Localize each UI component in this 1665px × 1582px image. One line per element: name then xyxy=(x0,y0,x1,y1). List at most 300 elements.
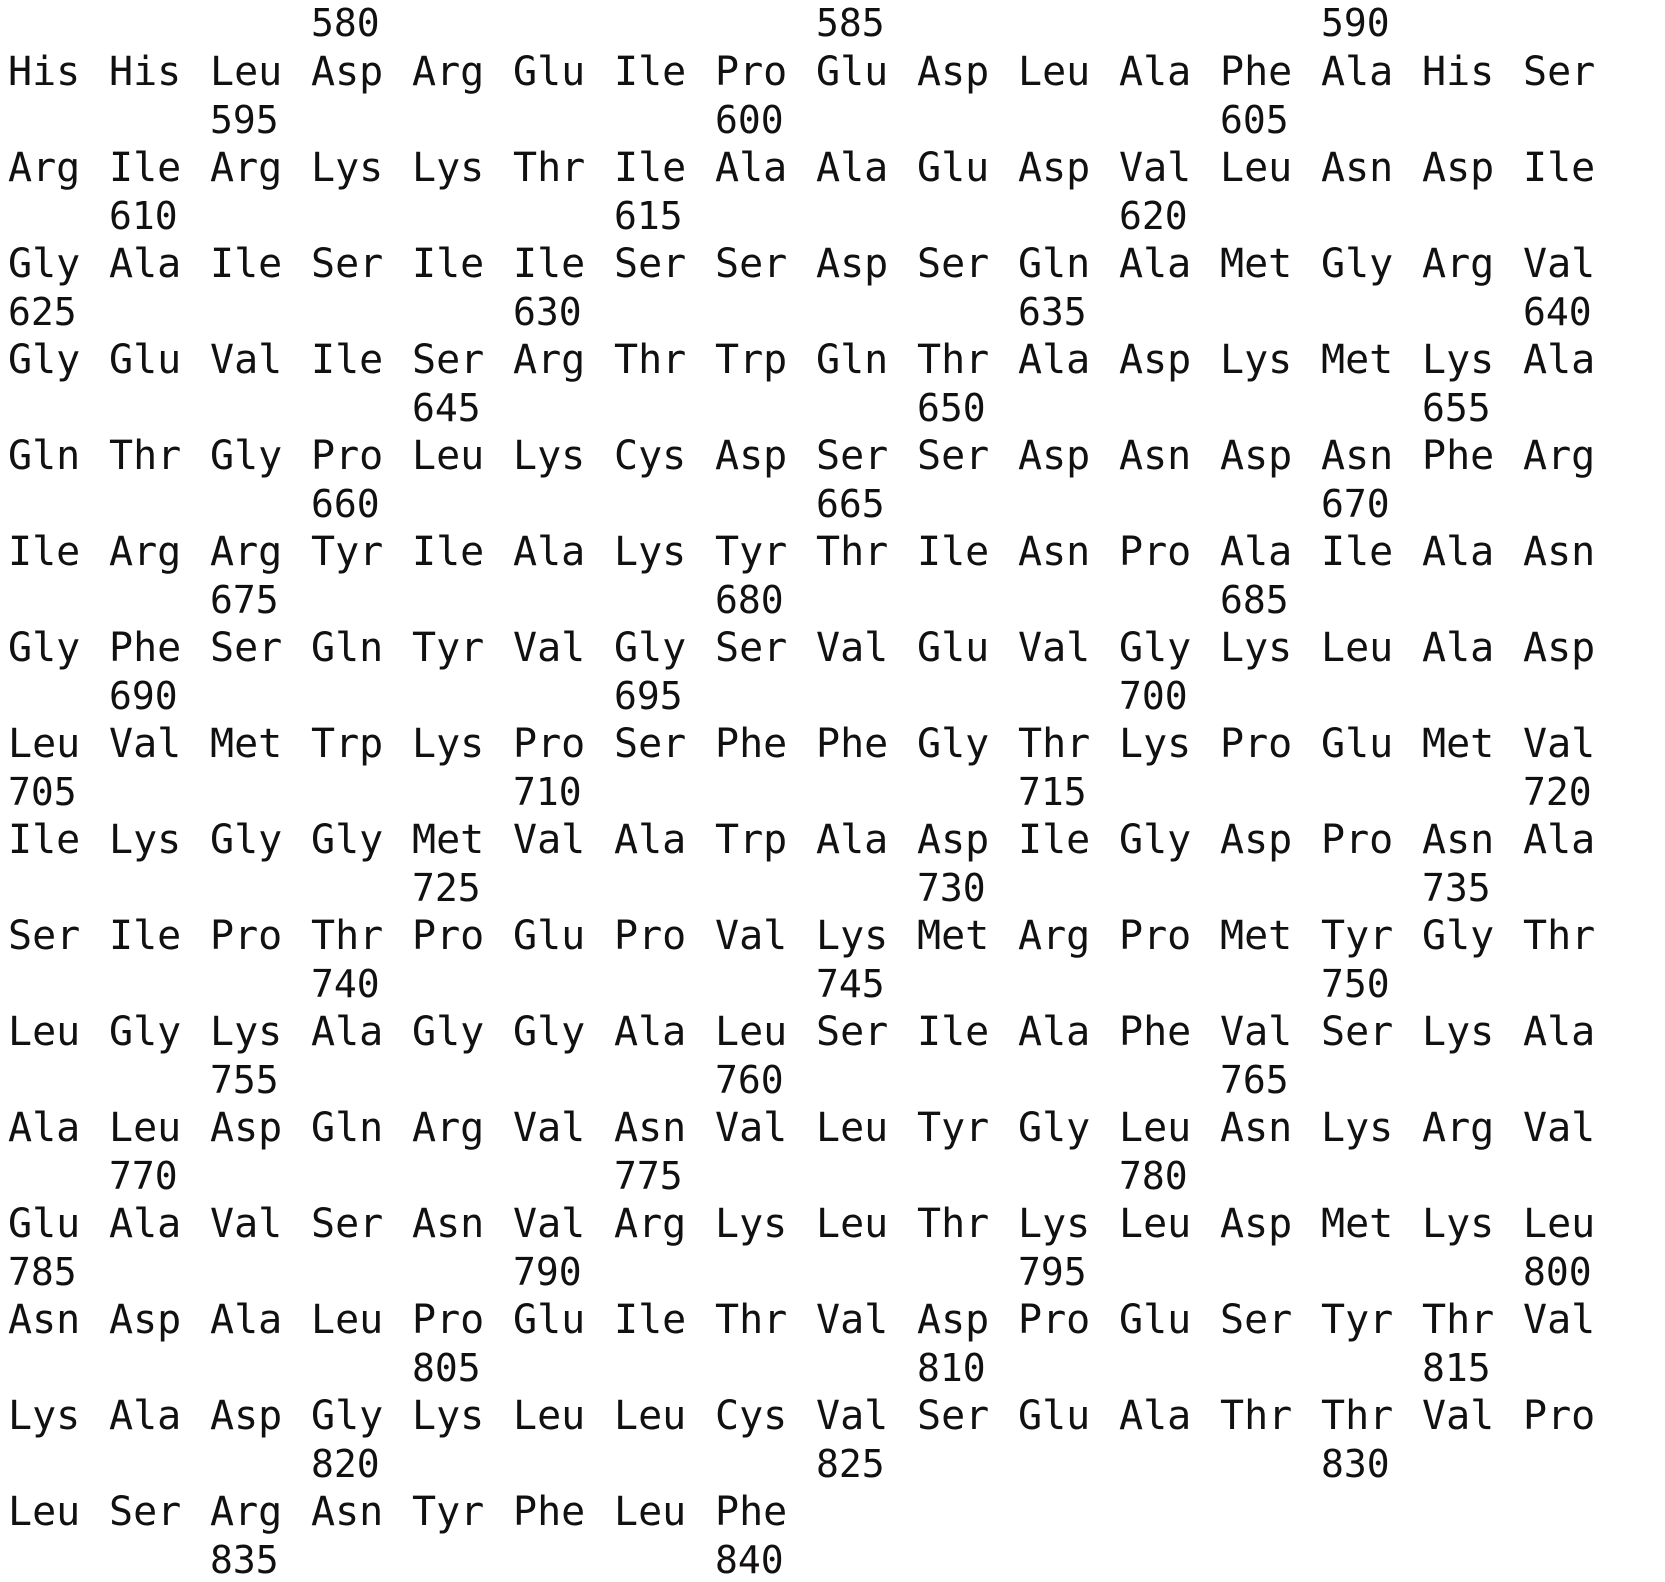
residue-code: Lys xyxy=(412,721,485,767)
residue-code: Asp xyxy=(311,49,384,95)
residue-code: Asn xyxy=(1523,529,1596,575)
residue-code: Ser xyxy=(8,913,81,959)
residue-code: Met xyxy=(1321,337,1394,383)
residue-code: Val xyxy=(1018,625,1091,671)
residue-code: Leu xyxy=(1119,1105,1192,1151)
residue-code: Leu xyxy=(816,1105,889,1151)
residue-code: Ala xyxy=(210,1297,283,1343)
residue-code: Asn xyxy=(1119,433,1192,479)
residue-code: Phe xyxy=(715,721,788,767)
residue-code: Lys xyxy=(715,1201,788,1247)
residue-code: Val xyxy=(210,1201,283,1247)
residue-code: Asp xyxy=(715,433,788,479)
residue-row xyxy=(0,814,1665,866)
residue-number-row xyxy=(0,578,1665,622)
residue-position-number: 765 xyxy=(1220,1058,1289,1102)
residue-code: Leu xyxy=(8,1009,81,1055)
residue-code: Ala xyxy=(715,145,788,191)
residue-code: Tyr xyxy=(412,625,485,671)
residue-code: Gln xyxy=(311,625,384,671)
residue-code: Gln xyxy=(816,337,889,383)
residue-code: Arg xyxy=(1422,241,1495,287)
residue-code: Met xyxy=(1422,721,1495,767)
residue-code: Asn xyxy=(8,1297,81,1343)
residue-code: Ala xyxy=(1018,1009,1091,1055)
residue-code: Asn xyxy=(1220,1105,1293,1151)
residue-code: Glu xyxy=(109,337,182,383)
residue-code: Lys xyxy=(614,529,687,575)
residue-position-number: 685 xyxy=(1220,578,1289,622)
residue-position-number: 785 xyxy=(8,1250,77,1294)
residue-code: Asp xyxy=(917,49,990,95)
residue-code: Val xyxy=(816,625,889,671)
residue-position-number: 805 xyxy=(412,1346,481,1390)
residue-code: Val xyxy=(210,337,283,383)
residue-code: Ala xyxy=(816,145,889,191)
residue-code: Gly xyxy=(109,1009,182,1055)
residue-code: Ser xyxy=(614,241,687,287)
residue-position-number: 825 xyxy=(816,1442,885,1486)
residue-code: Ile xyxy=(311,337,384,383)
residue-row xyxy=(0,1198,1665,1250)
residue-position-number: 610 xyxy=(109,194,178,238)
residue-code: Val xyxy=(109,721,182,767)
residue-row xyxy=(0,1294,1665,1346)
residue-code: Met xyxy=(917,913,990,959)
residue-code: Lys xyxy=(412,145,485,191)
residue-code: Asn xyxy=(1018,529,1091,575)
residue-code: Pro xyxy=(715,49,788,95)
residue-position-number: 650 xyxy=(917,386,986,430)
residue-code: Gly xyxy=(8,625,81,671)
residue-code: Leu xyxy=(210,49,283,95)
residue-code: Thr xyxy=(1321,1393,1394,1439)
residue-code: Val xyxy=(1523,721,1596,767)
residue-code: Pro xyxy=(1018,1297,1091,1343)
residue-code: Leu xyxy=(614,1393,687,1439)
residue-code: Phe xyxy=(816,721,889,767)
residue-code: Pro xyxy=(1220,721,1293,767)
residue-code: Thr xyxy=(1422,1297,1495,1343)
residue-code: Gly xyxy=(614,625,687,671)
residue-code: Val xyxy=(816,1297,889,1343)
residue-code: Lys xyxy=(1220,337,1293,383)
residue-row xyxy=(0,334,1665,386)
residue-code: Phe xyxy=(715,1489,788,1535)
residue-code: Leu xyxy=(614,1489,687,1535)
residue-code: Ile xyxy=(109,145,182,191)
residue-code: Leu xyxy=(1119,1201,1192,1247)
residue-code: Phe xyxy=(1220,49,1293,95)
residue-code: Gly xyxy=(1018,1105,1091,1151)
residue-code: Trp xyxy=(715,337,788,383)
residue-code: Leu xyxy=(715,1009,788,1055)
residue-code: Ala xyxy=(1018,337,1091,383)
residue-code: Arg xyxy=(1523,433,1596,479)
residue-code: Asp xyxy=(1018,145,1091,191)
residue-code: Ile xyxy=(412,529,485,575)
residue-code: Ala xyxy=(311,1009,384,1055)
residue-row xyxy=(0,1102,1665,1154)
residue-code: Asp xyxy=(917,1297,990,1343)
residue-code: Ala xyxy=(1119,1393,1192,1439)
residue-code: Leu xyxy=(8,1489,81,1535)
residue-code: Tyr xyxy=(917,1105,990,1151)
residue-code: Gly xyxy=(210,817,283,863)
residue-code: Gly xyxy=(513,1009,586,1055)
residue-code: Gly xyxy=(1422,913,1495,959)
residue-position-number: 740 xyxy=(311,962,380,1006)
residue-rows-container xyxy=(0,46,1665,1582)
residue-code: Val xyxy=(513,1105,586,1151)
residue-code: Pro xyxy=(1523,1393,1596,1439)
residue-code: Lys xyxy=(1422,337,1495,383)
residue-code: Asp xyxy=(816,241,889,287)
residue-code: Val xyxy=(715,913,788,959)
residue-code: Asp xyxy=(1220,817,1293,863)
residue-row xyxy=(0,1486,1665,1538)
residue-code: Val xyxy=(1220,1009,1293,1055)
residue-code: Leu xyxy=(1321,625,1394,671)
residue-code: Gly xyxy=(311,1393,384,1439)
residue-code: Lys xyxy=(412,1393,485,1439)
residue-row xyxy=(0,142,1665,194)
residue-code: Val xyxy=(1523,1297,1596,1343)
residue-code: Leu xyxy=(109,1105,182,1151)
residue-code: Asp xyxy=(917,817,990,863)
residue-code: Ser xyxy=(109,1489,182,1535)
residue-code: Thr xyxy=(311,913,384,959)
residue-code: Ile xyxy=(210,241,283,287)
residue-code: Asp xyxy=(1119,337,1192,383)
residue-code: Arg xyxy=(1422,1105,1495,1151)
residue-code: Val xyxy=(1422,1393,1495,1439)
residue-code: Leu xyxy=(311,1297,384,1343)
residue-code: Asp xyxy=(1018,433,1091,479)
residue-code: Cys xyxy=(614,433,687,479)
residue-position-number: 730 xyxy=(917,866,986,910)
residue-number-row xyxy=(0,194,1665,238)
residue-code: Lys xyxy=(1422,1201,1495,1247)
residue-position-number: 820 xyxy=(311,1442,380,1486)
residue-position-number: 665 xyxy=(816,482,885,526)
residue-code: His xyxy=(8,49,81,95)
residue-code: Glu xyxy=(8,1201,81,1247)
residue-code: Tyr xyxy=(715,529,788,575)
residue-code: Ser xyxy=(917,241,990,287)
residue-row xyxy=(0,718,1665,770)
residue-code: Ser xyxy=(412,337,485,383)
residue-code: Ile xyxy=(1321,529,1394,575)
residue-code: Leu xyxy=(1220,145,1293,191)
residue-number-row xyxy=(0,866,1665,910)
residue-code: Ile xyxy=(1523,145,1596,191)
residue-position-number: 580 xyxy=(311,1,380,45)
residue-code: Thr xyxy=(917,1201,990,1247)
residue-position-number: 790 xyxy=(513,1250,582,1294)
residue-row xyxy=(0,1390,1665,1442)
residue-code: Thr xyxy=(1018,721,1091,767)
residue-code: Arg xyxy=(210,1489,283,1535)
residue-code: Gly xyxy=(8,337,81,383)
residue-code: Lys xyxy=(8,1393,81,1439)
residue-code: Asp xyxy=(1523,625,1596,671)
residue-number-row xyxy=(0,962,1665,1006)
residue-code: Ser xyxy=(614,721,687,767)
residue-code: Val xyxy=(513,625,586,671)
residue-position-number: 720 xyxy=(1523,770,1592,814)
residue-code: Arg xyxy=(513,337,586,383)
residue-position-number: 585 xyxy=(816,1,885,45)
residue-code: Asn xyxy=(412,1201,485,1247)
residue-code: Ser xyxy=(917,1393,990,1439)
residue-code: Ile xyxy=(109,913,182,959)
residue-code: Leu xyxy=(412,433,485,479)
residue-code: Thr xyxy=(816,529,889,575)
residue-code: Arg xyxy=(412,1105,485,1151)
residue-code: Ala xyxy=(109,241,182,287)
residue-code: Asp xyxy=(1220,1201,1293,1247)
residue-position-number: 780 xyxy=(1119,1154,1188,1198)
residue-code: Ala xyxy=(513,529,586,575)
residue-number-row xyxy=(0,98,1665,142)
residue-position-number: 615 xyxy=(614,194,683,238)
residue-position-number: 715 xyxy=(1018,770,1087,814)
residue-code: Ile xyxy=(513,241,586,287)
residue-code: Val xyxy=(1523,1105,1596,1151)
residue-code: Ser xyxy=(311,1201,384,1247)
residue-number-row xyxy=(0,482,1665,526)
residue-code: Ala xyxy=(1523,817,1596,863)
residue-position-number: 700 xyxy=(1119,674,1188,718)
residue-code: Ser xyxy=(1523,49,1596,95)
residue-code: Asp xyxy=(210,1393,283,1439)
residue-row xyxy=(0,622,1665,674)
residue-code: Glu xyxy=(513,49,586,95)
residue-code: Arg xyxy=(1018,913,1091,959)
residue-position-number: 830 xyxy=(1321,1442,1390,1486)
residue-code: Val xyxy=(513,817,586,863)
residue-code: Asn xyxy=(1321,433,1394,479)
residue-code: Lys xyxy=(210,1009,283,1055)
residue-code: Leu xyxy=(816,1201,889,1247)
residue-number-row xyxy=(0,674,1665,718)
residue-code: Thr xyxy=(109,433,182,479)
residue-position-number: 680 xyxy=(715,578,784,622)
residue-code: Arg xyxy=(210,529,283,575)
residue-position-number: 625 xyxy=(8,290,77,334)
residue-position-number: 670 xyxy=(1321,482,1390,526)
residue-code: Asp xyxy=(210,1105,283,1151)
residue-code: Ala xyxy=(1422,625,1495,671)
residue-code: Leu xyxy=(513,1393,586,1439)
residue-code: Lys xyxy=(311,145,384,191)
residue-row xyxy=(0,1006,1665,1058)
residue-position-number: 640 xyxy=(1523,290,1592,334)
residue-code: Phe xyxy=(513,1489,586,1535)
residue-code: Gly xyxy=(311,817,384,863)
residue-number-row xyxy=(0,1346,1665,1390)
residue-code: Thr xyxy=(1523,913,1596,959)
residue-code: Ser xyxy=(311,241,384,287)
residue-code: Ala xyxy=(1321,49,1394,95)
residue-code: Pro xyxy=(1119,913,1192,959)
residue-position-number: 695 xyxy=(614,674,683,718)
residue-position-number: 630 xyxy=(513,290,582,334)
residue-code: Ala xyxy=(614,817,687,863)
residue-position-number: 800 xyxy=(1523,1250,1592,1294)
residue-code: Lys xyxy=(1119,721,1192,767)
residue-code: Lys xyxy=(816,913,889,959)
residue-position-number: 590 xyxy=(1321,1,1390,45)
residue-code: Pro xyxy=(614,913,687,959)
residue-code: Glu xyxy=(1018,1393,1091,1439)
residue-position-number: 815 xyxy=(1422,1346,1491,1390)
residue-position-number: 710 xyxy=(513,770,582,814)
residue-code: Asp xyxy=(1220,433,1293,479)
residue-code: Gln xyxy=(8,433,81,479)
residue-code: Ala xyxy=(8,1105,81,1151)
residue-position-number: 605 xyxy=(1220,98,1289,142)
residue-position-number: 635 xyxy=(1018,290,1087,334)
residue-code: Glu xyxy=(1119,1297,1192,1343)
residue-number-row xyxy=(0,1442,1665,1486)
residue-code: Gly xyxy=(1119,625,1192,671)
residue-code: Lys xyxy=(1018,1201,1091,1247)
residue-code: Val xyxy=(816,1393,889,1439)
residue-code: Pro xyxy=(210,913,283,959)
residue-code: Met xyxy=(210,721,283,767)
residue-code: Thr xyxy=(917,337,990,383)
residue-code: Ile xyxy=(917,529,990,575)
residue-code: Leu xyxy=(8,721,81,767)
residue-code: Ala xyxy=(1119,241,1192,287)
residue-position-number: 755 xyxy=(210,1058,279,1102)
residue-row xyxy=(0,430,1665,482)
residue-code: Ser xyxy=(1220,1297,1293,1343)
residue-code: Ile xyxy=(614,145,687,191)
residue-code: Glu xyxy=(513,1297,586,1343)
residue-code: Val xyxy=(1523,241,1596,287)
residue-code: Tyr xyxy=(1321,913,1394,959)
residue-code: Pro xyxy=(1321,817,1394,863)
residue-row xyxy=(0,46,1665,98)
residue-code: Ala xyxy=(1119,49,1192,95)
residue-number-row xyxy=(0,1154,1665,1198)
residue-code: Val xyxy=(715,1105,788,1151)
residue-position-number: 655 xyxy=(1422,386,1491,430)
residue-code: Ala xyxy=(1422,529,1495,575)
residue-position-number: 760 xyxy=(715,1058,784,1102)
residue-code: Lys xyxy=(109,817,182,863)
residue-position-number: 725 xyxy=(412,866,481,910)
residue-code: Arg xyxy=(614,1201,687,1247)
residue-code: Glu xyxy=(917,145,990,191)
residue-number-row xyxy=(0,1250,1665,1294)
residue-code: Ile xyxy=(1018,817,1091,863)
residue-position-number: 775 xyxy=(614,1154,683,1198)
residue-code: Ala xyxy=(1523,1009,1596,1055)
residue-code: Arg xyxy=(210,145,283,191)
residue-number-row xyxy=(0,386,1665,430)
residue-code: Asp xyxy=(109,1297,182,1343)
residue-row xyxy=(0,526,1665,578)
residue-code: Met xyxy=(1220,913,1293,959)
residue-code: Ser xyxy=(715,241,788,287)
residue-code: Ala xyxy=(614,1009,687,1055)
residue-position-number: 810 xyxy=(917,1346,986,1390)
residue-code: Gly xyxy=(8,241,81,287)
residue-position-number: 835 xyxy=(210,1538,279,1582)
residue-row xyxy=(0,238,1665,290)
residue-code: Ile xyxy=(614,1297,687,1343)
residue-position-number: 660 xyxy=(311,482,380,526)
residue-position-number: 645 xyxy=(412,386,481,430)
residue-code: Pro xyxy=(412,913,485,959)
residue-code: Gly xyxy=(1321,241,1394,287)
residue-code: Leu xyxy=(1018,49,1091,95)
residue-code: Ser xyxy=(1321,1009,1394,1055)
residue-code: Asn xyxy=(311,1489,384,1535)
residue-position-number: 675 xyxy=(210,578,279,622)
residue-code: Pro xyxy=(311,433,384,479)
residue-code: Ser xyxy=(917,433,990,479)
residue-position-number: 840 xyxy=(715,1538,784,1582)
residue-code: Ile xyxy=(412,241,485,287)
residue-number-row xyxy=(0,1058,1665,1102)
residue-code: Val xyxy=(1119,145,1192,191)
residue-code: Tyr xyxy=(412,1489,485,1535)
residue-code: Thr xyxy=(715,1297,788,1343)
residue-code: Pro xyxy=(1119,529,1192,575)
residue-code: Ala xyxy=(1220,529,1293,575)
residue-position-number: 595 xyxy=(210,98,279,142)
residue-position-number: 795 xyxy=(1018,1250,1087,1294)
residue-code: Trp xyxy=(715,817,788,863)
residue-code: Ser xyxy=(715,625,788,671)
residue-code: Thr xyxy=(614,337,687,383)
residue-code: Tyr xyxy=(1321,1297,1394,1343)
residue-code: Arg xyxy=(8,145,81,191)
residue-position-number: 750 xyxy=(1321,962,1390,1006)
residue-code: Tyr xyxy=(311,529,384,575)
residue-code: Thr xyxy=(513,145,586,191)
residue-code: Thr xyxy=(1220,1393,1293,1439)
residue-code: Arg xyxy=(412,49,485,95)
residue-code: Glu xyxy=(513,913,586,959)
residue-position-number: 735 xyxy=(1422,866,1491,910)
residue-code: Ala xyxy=(1523,337,1596,383)
residue-code: Ala xyxy=(816,817,889,863)
residue-code: Lys xyxy=(1321,1105,1394,1151)
residue-code: Glu xyxy=(917,625,990,671)
residue-code: Val xyxy=(513,1201,586,1247)
residue-code: Asn xyxy=(614,1105,687,1151)
residue-code: Glu xyxy=(816,49,889,95)
residue-code: Lys xyxy=(1422,1009,1495,1055)
residue-position-number: 770 xyxy=(109,1154,178,1198)
residue-row xyxy=(0,910,1665,962)
residue-code: Met xyxy=(412,817,485,863)
residue-code: Phe xyxy=(1422,433,1495,479)
residue-code: Leu xyxy=(1523,1201,1596,1247)
residue-code: Gln xyxy=(311,1105,384,1151)
residue-code: His xyxy=(1422,49,1495,95)
residue-code: Gly xyxy=(917,721,990,767)
header-number-row xyxy=(0,0,1665,46)
residue-code: Ser xyxy=(210,625,283,671)
residue-code: Met xyxy=(1220,241,1293,287)
